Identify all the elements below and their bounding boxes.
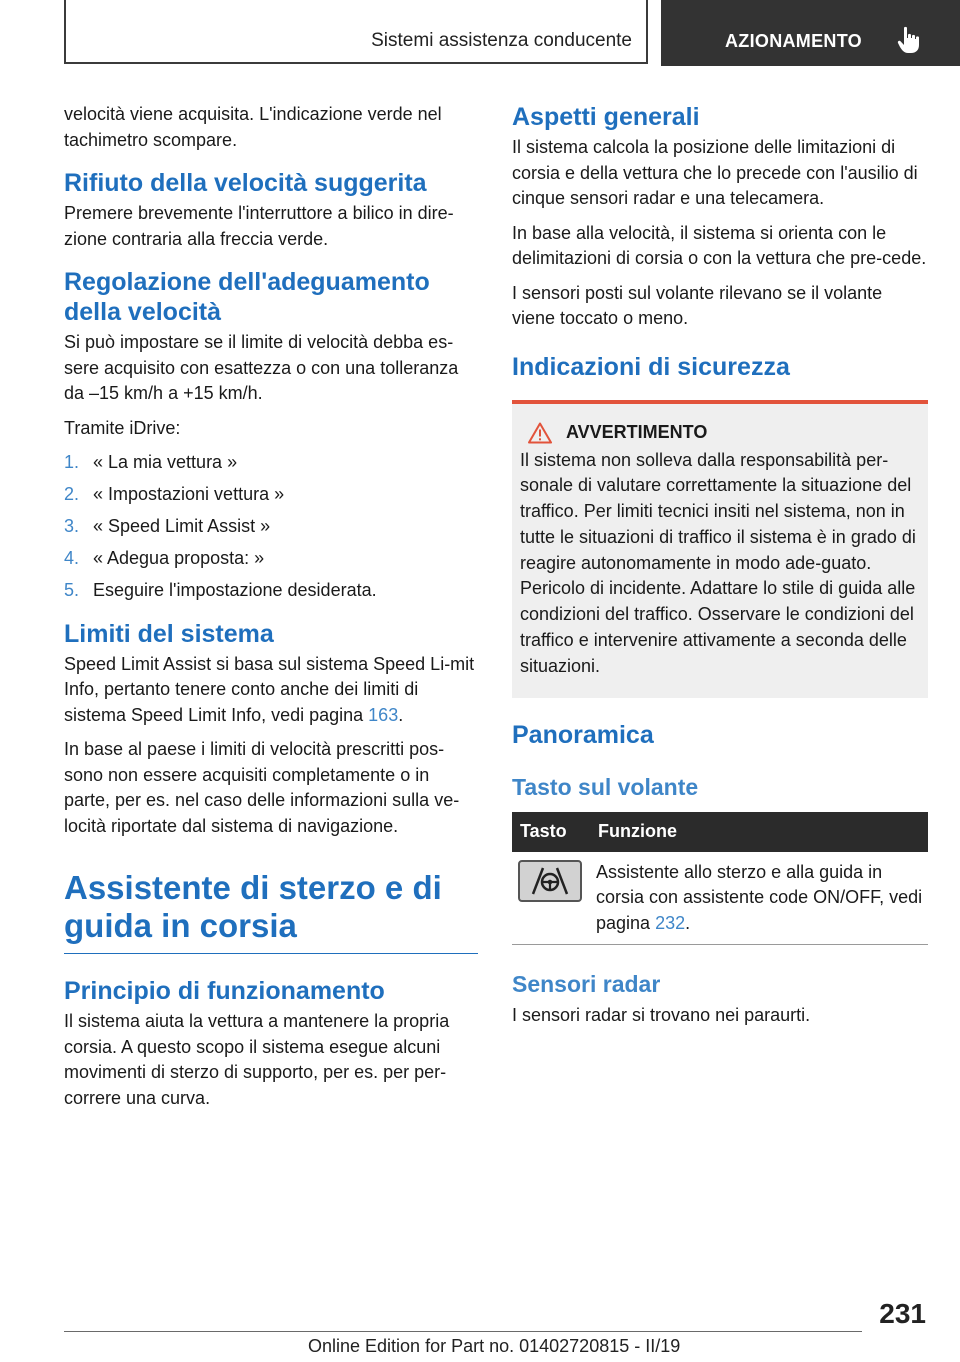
paragraph-aspetti-2: In base alla velocità, il sistema si orienta con le delimitazioni di corsia o con la vettura che pre-cede. [512,222,927,268]
heading-sensori-radar: Sensori radar [512,971,661,998]
step-number: 5. [64,580,80,600]
step-number: 3. [64,516,80,536]
heading-panoramica: Panoramica [512,720,654,749]
heading-regolazione: Regolazione dell'adeguamento della velocità [64,268,430,326]
paragraph-aspetti-3: I sensori posti sul volante rilevano se il volante viene toccato o meno. [512,282,883,328]
heading-limiti: Limiti del sistema [64,619,274,648]
heading-assistente-sterzo: Assistente di sterzo e di guida in corsia [64,869,478,954]
heading-sicurezza: Indicazioni di sicurezza [512,352,790,381]
warning-box [512,400,928,698]
button-table [512,812,928,946]
paragraph-limiti-2: In base al paese i limiti di velocità prescritti pos-sono non essere acquisiti completamente o in parte, per es. nel caso delle informazioni sulla ve-locità riportate dal sistema di navigazione. [64,739,460,836]
paragraph-tramite: Tramite iDrive: [64,417,181,438]
table-row [512,852,928,945]
table-cell-key [512,852,590,945]
idrive-steps-list [64,450,478,604]
paragraph-aspetti-1: Il sistema calcola la posizione delle limitazioni di corsia e della vettura che lo precede con l'ausilio di cinque sensori radar e una telecamera. [512,137,918,208]
paragraph-regolazione: Si può impostare se il limite di velocità debba es-sere acquisito con esattezza o con una tolleranza da –15 km/h a +15 km/h. [64,332,459,403]
footer-edition: Online Edition for Part no. 01402720815 - II/19 [308,1336,681,1356]
paragraph-rifiuto: Premere brevemente l'interruttore a bilico in dire-zione contraria alla freccia verde. [64,203,454,249]
warning-text: Il sistema non solleva dalla responsabilità per-sonale di valutare correttamente la situazione del traffico. Per limiti tecnici insiti nel sistema, non in tutte le situazioni di traffico il sistema è in grado di reagire autonomamente in modo ade-guato. Pericolo di incidente. Adattare lo stile di guida alle condizioni del traffico. Osservare le condizioni del traffico e intervenire attivamente a seconda delle situazioni. [520,449,916,676]
warning-title [520,422,920,444]
paragraph-principio: Il sistema aiuta la vettura a mantenere la propria corsia. A questo scopo il sistema esegue alcuni movimenti di sterzo di supporto, per es. per per-correre una curva. [64,1011,450,1108]
right-column [512,102,928,1038]
table-cell-function: Assistente allo sterzo e alla guida in corsia con assistente code ON/OFF, vedi pagina 232. [590,852,928,945]
list-item [64,578,478,604]
paragraph-limiti-1: Speed Limit Assist si basa sul sistema Speed Li-mit Info, pertanto tenere conto anche dei limiti di sistema Speed Limit Info, vedi pagina 163. [64,653,475,725]
list-item [64,450,478,476]
step-number: 1. [64,452,80,472]
table-header-funzione: Funzione [590,812,928,852]
header-section-box [64,0,648,64]
step-text: Eseguire l'impostazione desiderata. [93,580,377,600]
page-link-163[interactable]: 163 [368,704,399,725]
footer-divider [64,1331,862,1332]
header-chapter-title: AZIONAMENTO [725,31,862,51]
list-item [64,514,478,540]
list-item [64,482,478,508]
step-number: 2. [64,484,80,504]
heading-tasto-volante: Tasto sul volante [512,773,699,800]
warning-triangle-icon [528,422,552,444]
lane-assist-key-icon [518,860,582,902]
step-number: 4. [64,548,80,568]
page-link-232[interactable]: 232 [655,912,686,933]
heading-principio: Principio di funzionamento [64,977,385,1005]
pointing-hand-icon [897,26,923,54]
step-text: « Impostazioni vettura » [93,484,285,504]
step-text: « La mia vettura » [93,452,238,472]
header-section-title: Sistemi assistenza conducente [371,30,632,51]
step-text: « Adegua proposta: » [93,548,265,568]
steering-lane-icon [525,865,575,897]
heading-aspetti: Aspetti generali [512,103,700,131]
list-item [64,546,478,572]
paragraph-sensori: I sensori radar si trovano nei paraurti. [512,1005,811,1026]
step-text: « Speed Limit Assist » [93,516,271,536]
table-header-tasto: Tasto [512,812,590,852]
intro-paragraph: velocità viene acquisita. L'indicazione verde nel tachimetro scompare. [64,104,442,150]
page-number: 231 [879,1298,926,1329]
warning-title-text: AVVERTIMENTO [566,422,708,442]
left-column [64,102,478,1120]
header-chapter-box [661,0,960,66]
heading-rifiuto: Rifiuto della velocità suggerita [64,169,427,197]
